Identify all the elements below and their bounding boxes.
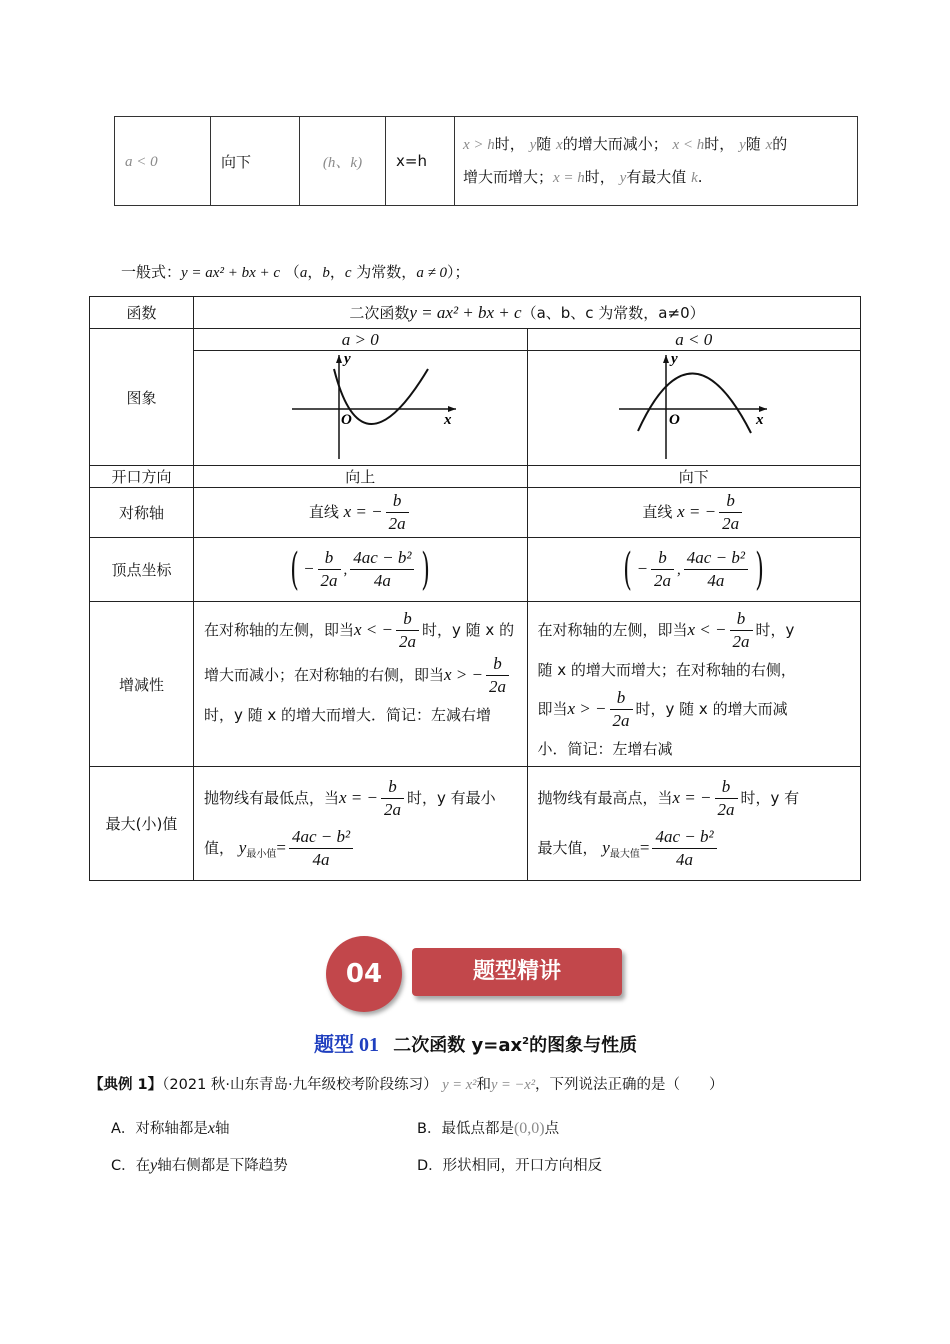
parabola-down-graph [541, 351, 846, 461]
axis-y-label: y [671, 351, 678, 367]
general-form: 一般式：y = ax² + bx + c （a，b，c 为常数，a ≠ 0）； [121, 263, 470, 281]
vertex-right: ( − $\frac{b}{2a}$ , $\frac{\text{4ac − b²}}{4a}$ ) [527, 538, 861, 602]
open-up: 向上 [194, 466, 528, 488]
axis-left: 直线 x = − $\frac{b}{2a}$ [194, 488, 528, 538]
section-title: 二次函数 $y=ax^2$的图象与性质 [393, 1035, 638, 1056]
origin-label: O [341, 412, 352, 428]
axis-x-label: x [444, 412, 452, 428]
properties-table [89, 296, 861, 881]
section-heading [314, 1028, 637, 1057]
header-formula: 二次函数y = ax² + bx + c（a、b、c 为常数，a≠0） [194, 297, 861, 329]
axis-y-label: y [344, 351, 351, 367]
section-label: 题型 01 [314, 1034, 379, 1056]
open-down: 向下 [527, 466, 861, 488]
example-question: 【典例 1】（2021 秋·山东青岛·九年级校考阶段练习） y = x²和y = −x²，下列说法正确的是（ ） [89, 1077, 724, 1093]
top-axis: x=h [386, 117, 455, 206]
top-vertex: (h、k) [300, 117, 386, 206]
example-tag: 【典例 1】 [89, 1077, 163, 1093]
option-c[interactable]: C．在y轴右侧都是下降趋势 [111, 1157, 288, 1174]
col-header-right: a < 0 [527, 329, 861, 351]
option-d[interactable]: D．形状相同，开口方向相反 [417, 1158, 603, 1174]
row-label-extreme: 最大(小)值 [90, 767, 194, 881]
vertex-left: ( − $\frac{b}{2a}$ , $\frac{\text{4ac − b²}}{4a}$ ) [194, 538, 528, 602]
top-table [114, 116, 858, 206]
parabola-up-graph [194, 351, 554, 461]
top-direction: 向下 [211, 117, 300, 206]
row-label-vertex: 顶点坐标 [90, 538, 194, 602]
row-label-function: 函数 [90, 297, 194, 329]
graph-upward [194, 351, 528, 466]
option-b[interactable]: B．最低点都是(0,0)点 [417, 1120, 560, 1137]
row-label-graph: 图象 [90, 329, 194, 466]
row-label-monotonic: 增减性 [90, 602, 194, 767]
extreme-right: 抛物线有最高点，当x = − $\frac{b}{2a}$ 时，y 有 最大值， $y_{最大值}=$ $\frac{\text{4ac − b²}}{4a}$ [527, 767, 861, 881]
row-label-open: 开口方向 [90, 466, 194, 488]
top-case: a < 0 [115, 117, 211, 206]
row-label-axis: 对称轴 [90, 488, 194, 538]
example-source: （2021 秋·山东青岛·九年级校考阶段练习） [162, 1077, 438, 1093]
top-description: x > h时， y随 x的增大而减小； x < h时， y随 x的 增大而增大；x = h时， y有最大值 k. [455, 117, 858, 206]
graph-downward [527, 351, 861, 466]
axis-x-label: x [756, 412, 764, 428]
axis-right: 直线 x = − $\frac{b}{2a}$ [527, 488, 861, 538]
mono-right: 在对称轴的左侧，即当x < − $\frac{b}{2a}$ 时，y 随 x 的增大而增大；在对称轴的右侧， 即当x > − $\frac{b}{2a}$ 时，y 随 x 的增大而减 小．简记：左增右减 [527, 602, 861, 767]
origin-label: O [669, 412, 681, 428]
badge-title: 题型精讲 [472, 959, 561, 984]
mono-left: 在对称轴的左侧，即当x < − $\frac{b}{2a}$ 时，y 随 x 的 增大而减小；在对称轴的右侧，即当x > − $\frac{b}{2a}$ 时，y 随 x 的增大而增大．简记：左减右增 [194, 602, 528, 767]
option-a[interactable]: A．对称轴都是x轴 [111, 1120, 230, 1137]
extreme-left: 抛物线有最低点，当x = − $\frac{b}{2a}$ 时，y 有最小 值， $y_{最小值}=$ $\frac{\text{4ac − b²}}{4a}$ [194, 767, 528, 881]
col-header-left: a > 0 [194, 329, 528, 351]
badge-number: 04 [345, 959, 383, 989]
